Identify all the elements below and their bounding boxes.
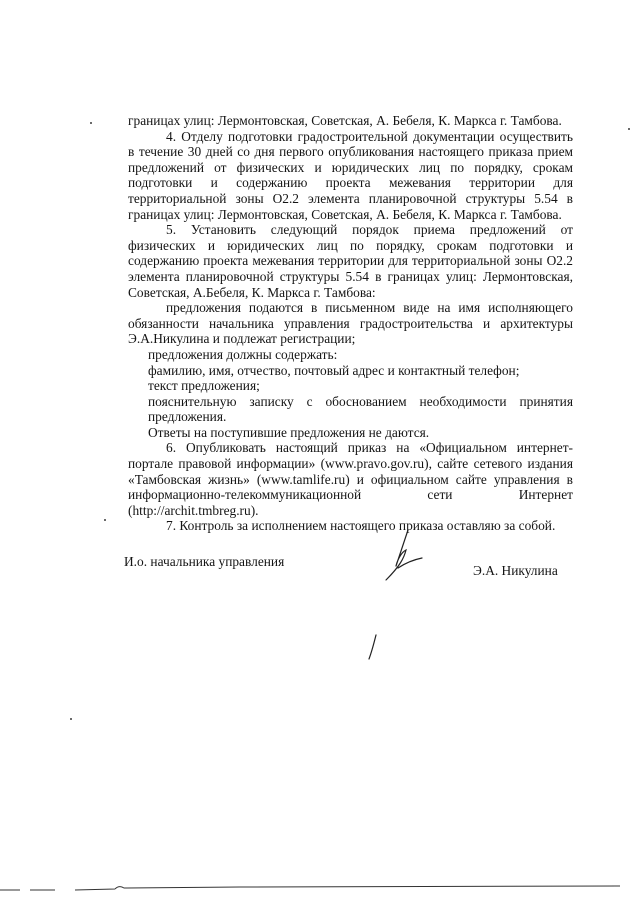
scan-speck xyxy=(628,128,630,130)
scan-edge-line xyxy=(0,878,640,898)
scan-speck xyxy=(104,519,106,521)
paragraph-item-7: 7. Контроль за исполнением настоящего приказа оставляю за собой. xyxy=(166,518,556,534)
paragraph-name-address: фамилию, имя, отчество, почтовый адрес и контактный телефон; xyxy=(148,362,520,378)
paragraph-proposal-text: текст предложения; xyxy=(148,378,260,394)
paragraph-no-answers: Ответы на поступившие предложения не даются. xyxy=(148,424,430,440)
scan-speck xyxy=(90,122,92,124)
paragraph-item-6: 6. Опубликовать настоящий приказ на «Официальном интернет-портале правовой информации» (www.pravo.gov.ru), сайте сетевого издания «Тамбовская жизнь» (www.tamlife.ru) и официальном сайте управления в информационно-телекоммуникационной сети Интернет (http://archit.tmbreg.ru). xyxy=(128,440,573,518)
scan-speck xyxy=(70,718,72,720)
paragraph-continuation: границах улиц: Лермонтовская, Советская, А. Бебеля, К. Маркса г. Тамбова. xyxy=(128,113,562,128)
paragraph-explanatory-note: пояснительную записку с обоснованием необходимости принятия предложения. xyxy=(148,393,573,425)
paragraph-proposals-content: предложения должны содержать: xyxy=(148,346,338,362)
pen-stroke-mark xyxy=(365,633,381,661)
paragraph-proposals-submission: предложения подаются в письменном виде на имя исполняющего обязанности начальника управления градостроительства и архитектуры Э.А.Никулина и подлежат регистрации; xyxy=(128,300,573,347)
handwritten-signature xyxy=(378,528,428,588)
document-body xyxy=(128,113,573,534)
signatory-title: И.о. начальника управления xyxy=(124,554,285,569)
paragraph-item-5: 5. Установить следующий порядок приема предложений от физических и юридических лиц по порядку, срокам подготовки и содержанию проекта межевания территории для территориальной зоны О2.2 элемента планировочной структуры 5.54 в границах улиц: Лермонтовская, Советская, А.Бебеля, К. Маркса г. Тамбова: xyxy=(128,222,573,300)
signatory-name: Э.А. Никулина xyxy=(473,563,558,578)
paragraph-item-4: 4. Отделу подготовки градостроительной документации осуществить в течение 30 дней со дня первого опубликования настоящего приказа прием предложений от физических и юридических лиц по порядку, срокам подготовки и содержанию проекта межевания территории для территориальной зоны О2.2 элемента планировочной структуры 5.54 в границах улиц: Лермонтовская, Советская, А. Бебеля, К. Маркса г. Тамбова. xyxy=(128,128,573,222)
